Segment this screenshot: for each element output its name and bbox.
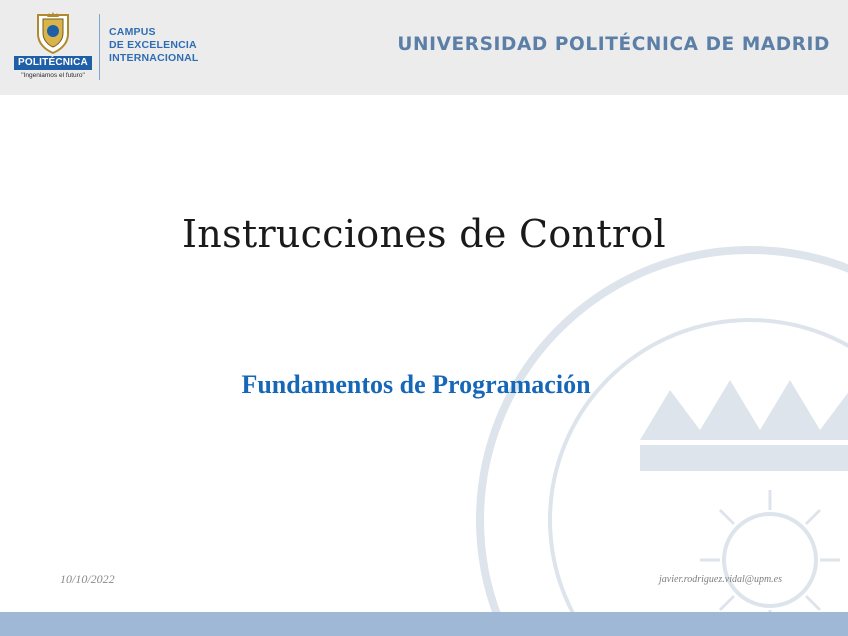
footer-bar — [0, 612, 848, 636]
university-name: UNIVERSIDAD POLITÉCNICA DE MADRID — [397, 34, 830, 55]
header-divider — [99, 14, 100, 80]
crest-icon — [34, 12, 72, 54]
campus-excelencia-text — [109, 26, 199, 65]
campus-line: CAMPUS — [109, 26, 156, 38]
politecnica-label: POLITÉCNICA — [14, 56, 92, 70]
campus-line: DE EXCELENCIA — [109, 39, 197, 51]
header-banner — [0, 0, 848, 95]
slide-date: 10/10/2022 — [60, 572, 115, 586]
motto-text: "Ingeniamos el futuro" — [21, 72, 85, 79]
campus-line: INTERNACIONAL — [109, 52, 199, 64]
slide-title: Instrucciones de Control — [181, 212, 667, 256]
upm-logo — [12, 12, 94, 84]
slide-subtitle: Fundamentos de Programación — [241, 370, 591, 399]
author-email: javier.rodriguez.vidal@upm.es — [659, 574, 782, 585]
